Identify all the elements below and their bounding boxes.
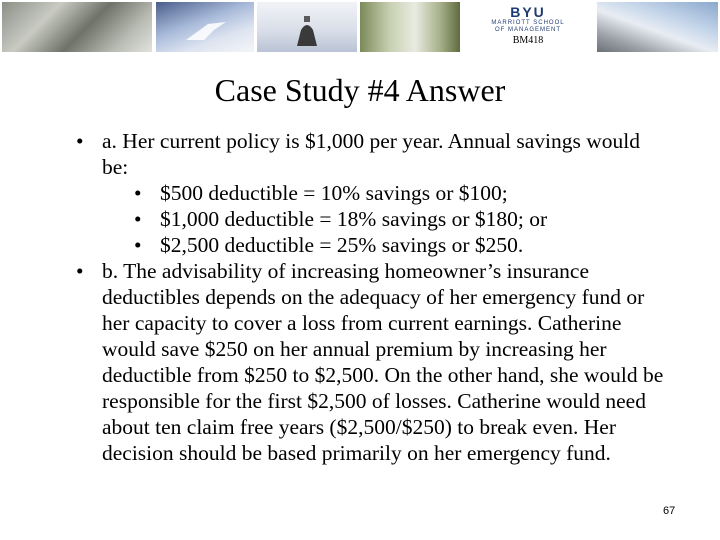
bullet-icon: • — [134, 233, 142, 257]
slide-body — [76, 128, 666, 466]
header-photo-building — [360, 2, 460, 52]
bullet-b-text: b. The advisability of increasing homeowner’s insurance deductibles depends on the adequacy of her emergency fund or her capacity to cover a loss from current earnings. Catherine would save $250 on her annual premium by increasing her deductible from $250 to $2,500. On the other hand, she would be responsible for the first $2,500 of losses. Catherine would need about ten claim free years ($2,500/$250) to break even. Her decision should be based primarily on her emergency fund. — [102, 259, 664, 465]
header-photo-bell — [257, 2, 357, 52]
header-photo-sky-y — [156, 2, 254, 52]
sub-bullet-text: $1,000 deductible = 18% savings or $180; or — [160, 207, 548, 231]
logo-subtitle-1: MARRIOTT SCHOOL — [491, 20, 565, 26]
bell-icon — [257, 2, 357, 52]
header-photo-tower — [597, 2, 718, 52]
byu-marriott-logo — [463, 2, 593, 52]
bullet-a-text: a. Her current policy is $1,000 per year. Annual savings would be: — [102, 129, 640, 179]
bullet-a — [76, 128, 666, 258]
logo-main-text: BYU — [510, 4, 546, 20]
bullet-icon: • — [76, 259, 84, 283]
bullet-b — [76, 258, 666, 466]
sub-bullet — [134, 232, 666, 258]
course-code: BM418 — [512, 35, 544, 46]
bullet-a-sublist — [102, 180, 666, 258]
header-banner — [0, 0, 720, 56]
bullet-icon: • — [134, 207, 142, 231]
page-number: 67 — [663, 505, 676, 517]
mountain-y-icon — [156, 2, 254, 52]
sub-bullet-text: $500 deductible = 10% savings or $100; — [160, 181, 508, 205]
logo-subtitle-2: OF MANAGEMENT — [494, 27, 561, 33]
slide-title: Case Study #4 Answer — [214, 72, 506, 108]
sub-bullet-text: $2,500 deductible = 25% savings or $250. — [160, 233, 524, 257]
bullet-icon: • — [134, 181, 142, 205]
sub-bullet — [134, 180, 666, 206]
header-photo-statue — [2, 2, 152, 52]
sub-bullet — [134, 206, 666, 232]
bullet-icon: • — [76, 129, 84, 153]
